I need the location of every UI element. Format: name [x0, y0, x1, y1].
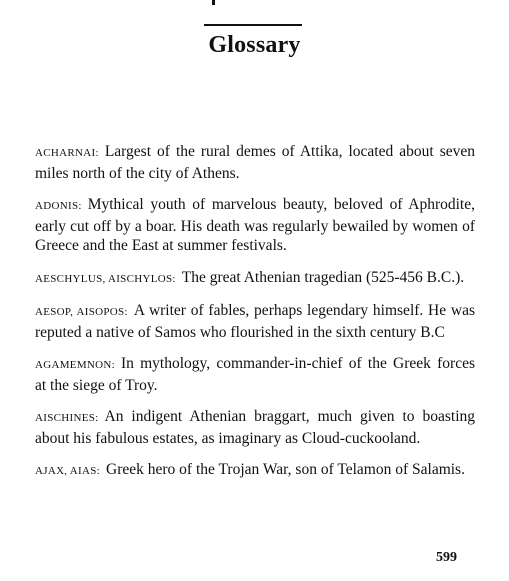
glossary-entry	[35, 460, 475, 482]
glossary-entries	[35, 142, 475, 494]
entry-definition: Largest of the rural demes of Attika, located about seven miles north of the city of Athens.	[35, 143, 475, 182]
entry-definition: A writer of fables, perhaps legendary himself. He was reputed a native of Samos who flourished in the sixth century B.C	[35, 302, 476, 341]
entry-definition: The great Athenian tragedian (525-456 B.C.).	[181, 268, 465, 286]
entry-term: AJAX, AIAS:	[35, 465, 101, 477]
glossary-entry	[35, 301, 475, 342]
entry-term: AESCHYLUS, AISCHYLOS:	[35, 272, 176, 285]
entry-definition: In mythology, commander-in-chief of the Greek forces at the siege of Troy.	[35, 355, 475, 394]
glossary-entry	[35, 195, 475, 256]
entry-term: AESOP, AISOPOS:	[35, 306, 128, 318]
entry-definition: Mythical youth of marvelous beauty, beloved of Aphrodite, early cut off by a boar. His death was regularly bewailed by women of Greece and the East at summer festivals.	[35, 196, 475, 254]
page-title: Glossary	[208, 32, 301, 58]
entry-term: AISCHINES:	[35, 412, 99, 424]
glossary-entry	[35, 407, 475, 448]
glossary-entry	[35, 268, 475, 290]
top-edge-mark	[212, 0, 215, 5]
entry-term: ADONIS:	[35, 200, 82, 212]
entry-definition: An indigent Athenian braggart, much given to boasting about his fabulous estates, as imaginary as Cloud-cuckooland.	[35, 408, 475, 447]
entry-term: ACHARNAI:	[35, 147, 99, 159]
glossary-entry	[35, 142, 475, 183]
header-rule	[204, 24, 302, 26]
entry-definition: Greek hero of the Trojan War, son of Telamon of Salamis.	[106, 461, 465, 478]
page-number: 599	[436, 550, 457, 565]
entry-term: AGAMEMNON:	[35, 359, 115, 371]
glossary-entry	[35, 354, 475, 395]
